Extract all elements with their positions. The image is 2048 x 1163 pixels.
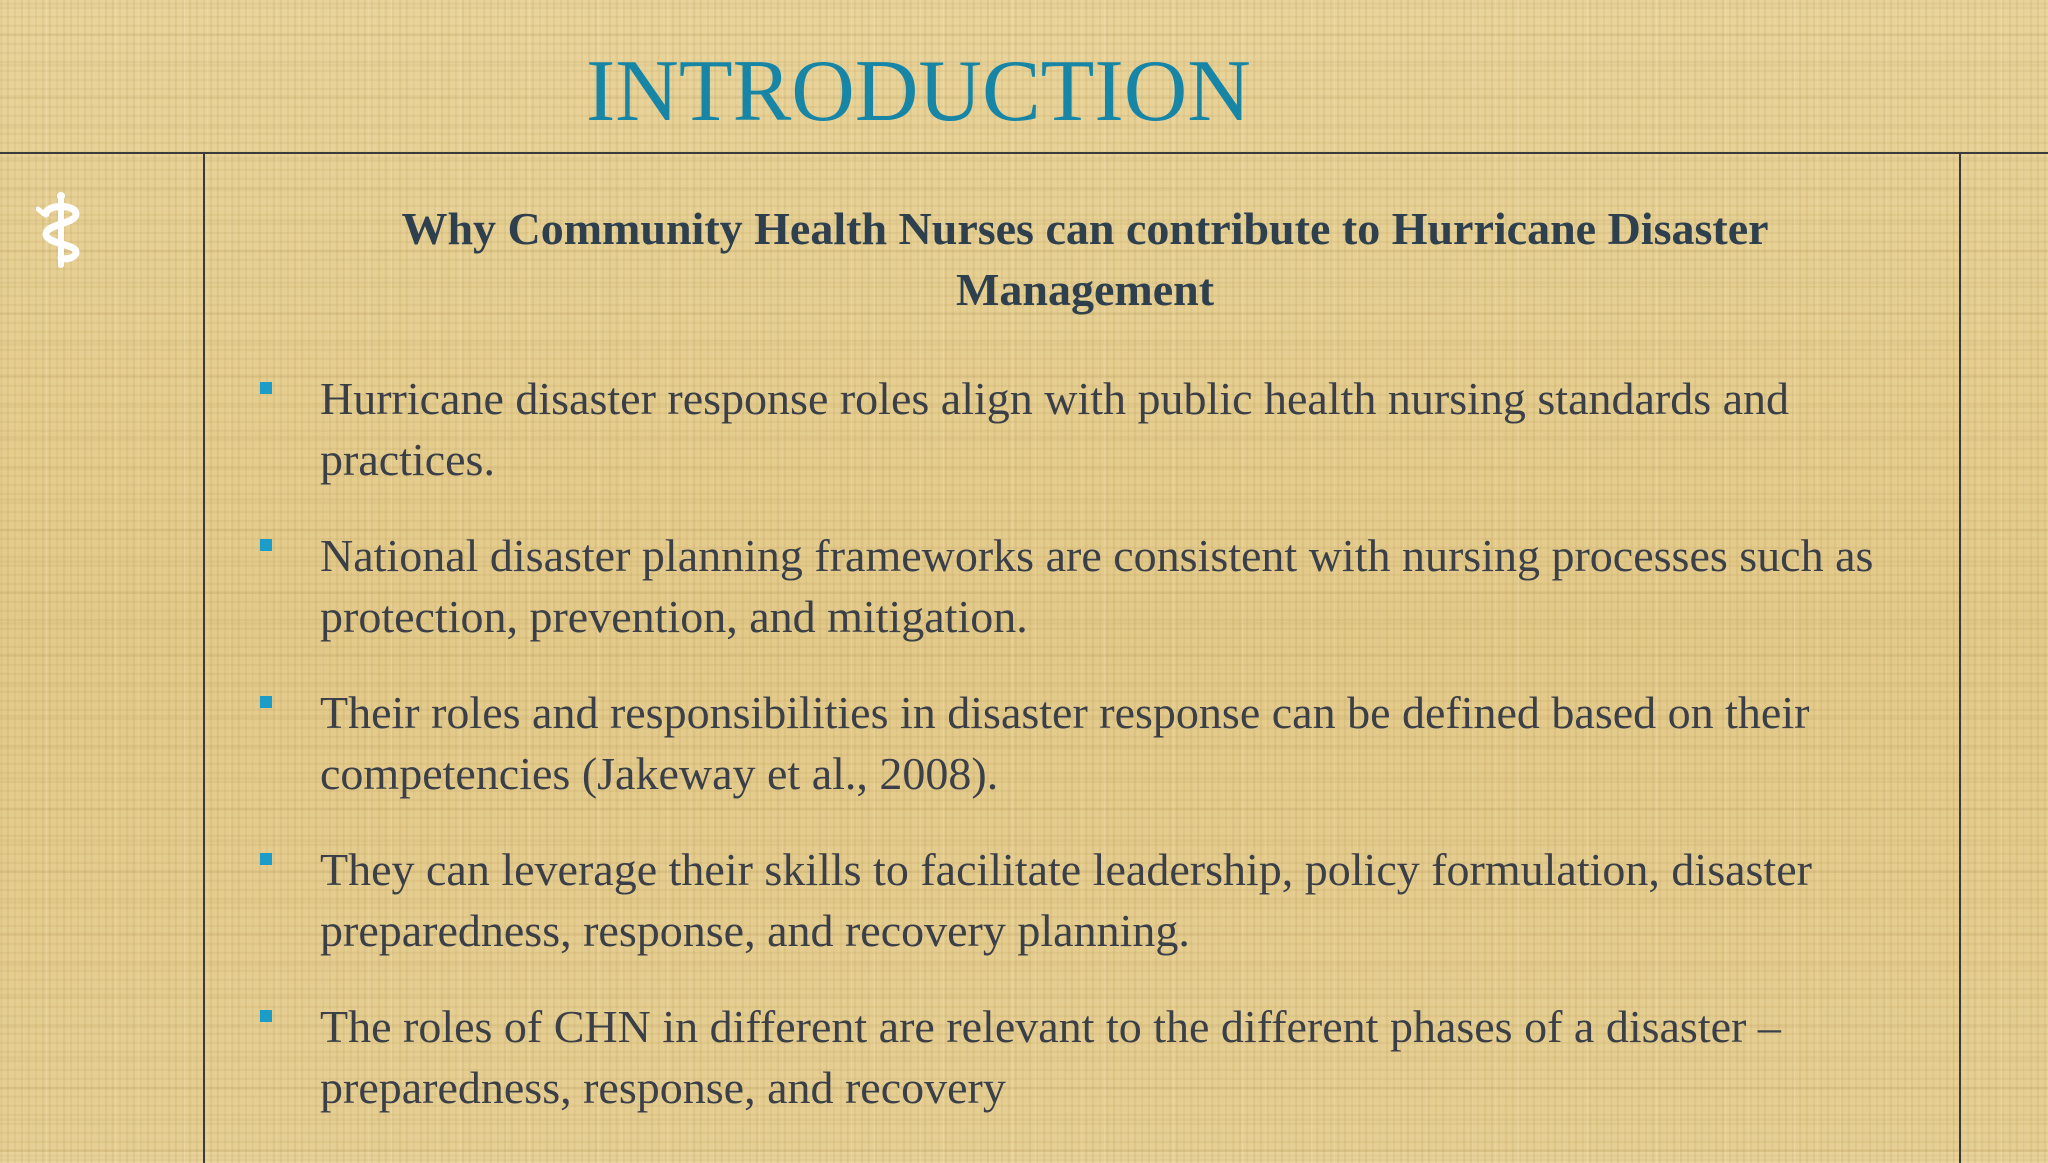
slide-title: INTRODUCTION (586, 43, 1251, 140)
caduceus-icon (36, 192, 86, 270)
square-bullet-icon (260, 382, 272, 394)
square-bullet-icon (260, 853, 272, 865)
square-bullet-icon (260, 1010, 272, 1022)
bullet-text: The roles of CHN in different are relevant to the different phases of a disaster – preparedness, response, and recovery (320, 1001, 1781, 1113)
bullet-text: National disaster planning frameworks are consistent with nursing processes such as protection, prevention, and mitigation. (320, 530, 1874, 642)
bullet-item (256, 525, 1936, 647)
square-bullet-icon (260, 539, 272, 551)
bullet-item (256, 368, 1936, 490)
bullet-list (256, 368, 1936, 1153)
bullet-item (256, 839, 1936, 961)
bullet-text: They can leverage their skills to facilitate leadership, policy formulation, disaster preparedness, response, and recovery planning. (320, 844, 1812, 956)
square-bullet-icon (260, 696, 272, 708)
bullet-text: Their roles and responsibilities in disaster response can be defined based on their competencies (Jakeway et al., 2008). (320, 687, 1810, 799)
bullet-item (256, 682, 1936, 804)
slide-subtitle: Why Community Health Nurses can contribute to Hurricane Disaster Management (401, 203, 1769, 315)
bullet-text: Hurricane disaster response roles align with public health nursing standards and practices. (320, 373, 1790, 485)
bullet-item (256, 996, 1936, 1118)
